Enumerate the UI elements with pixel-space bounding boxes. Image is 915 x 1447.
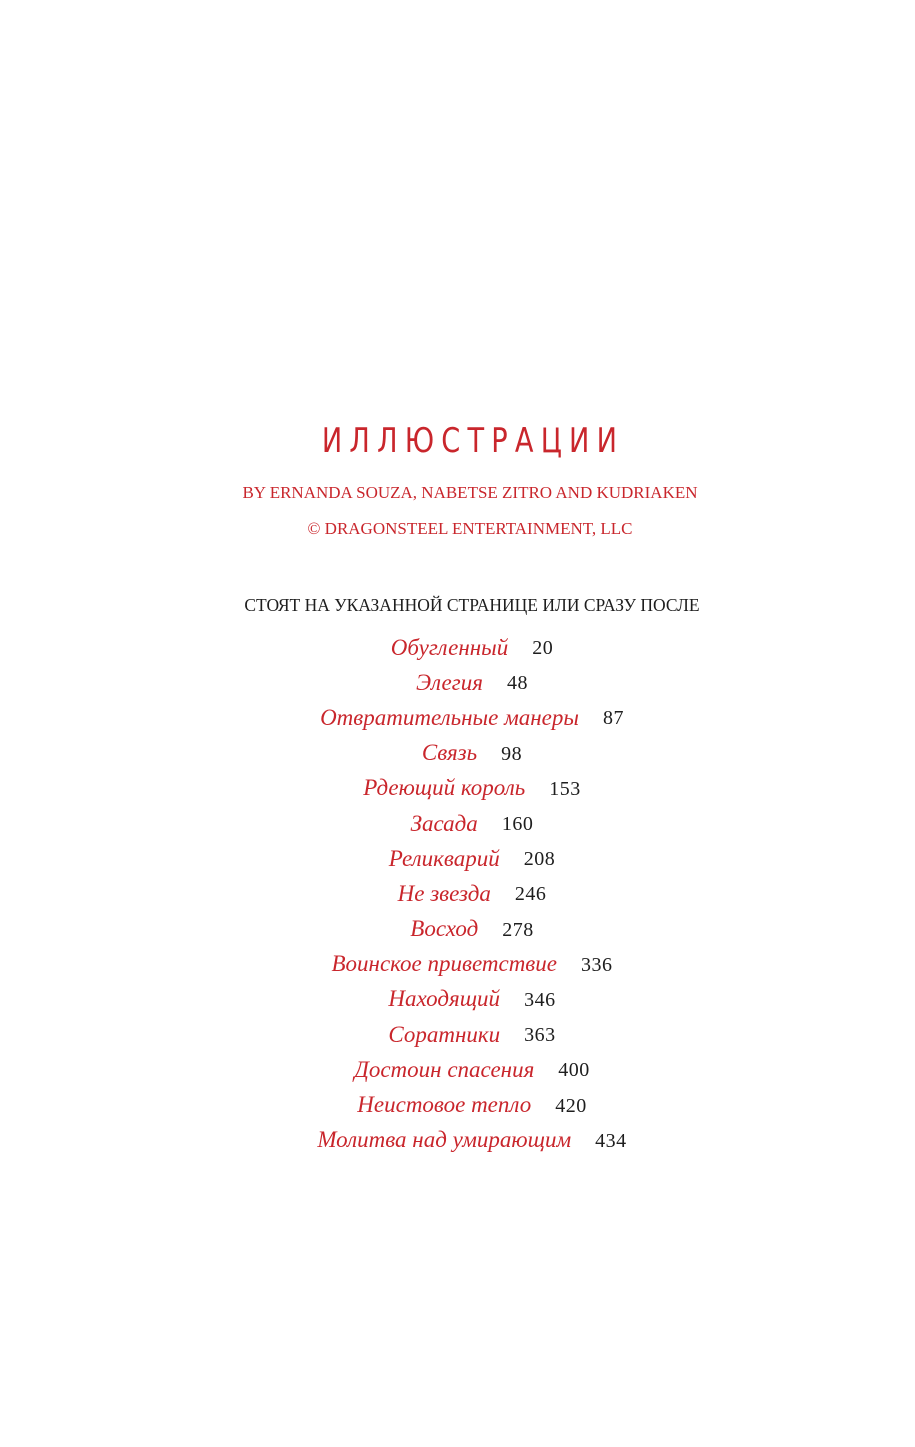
page-number: 346 [524, 988, 556, 1011]
page-number: 48 [506, 672, 528, 695]
illustration-title: Достоин спасения [354, 1056, 535, 1082]
page-number: 400 [558, 1059, 590, 1082]
list-item [0, 1123, 915, 1158]
list-item [0, 912, 915, 947]
page-number: 246 [514, 883, 547, 906]
illustration-title: Связь [421, 740, 478, 766]
page-number: 420 [555, 1094, 587, 1117]
page-number: 278 [502, 918, 534, 941]
page-number: 363 [524, 1024, 556, 1047]
page-number: 87 [602, 707, 624, 730]
page-number: 98 [501, 742, 523, 765]
page-number: 153 [549, 777, 581, 800]
list-item [0, 1017, 915, 1052]
illustration-title: Молитва над умирающим [317, 1127, 572, 1153]
placement-note: СТОЯТ НА УКАЗАННОЙ СТРАНИЦЕ ИЛИ СРАЗУ ПОСЛЕ [244, 595, 700, 615]
illustration-title: Соратники [388, 1021, 501, 1047]
artist-credit: BY ERNANDA SOUZA, NABETSE ZITRO AND KUDRIAKEN [242, 483, 698, 502]
list-item [0, 736, 915, 771]
list-item [0, 1087, 915, 1122]
illustration-list [0, 630, 915, 1158]
list-item [0, 947, 915, 982]
illustration-title: Засада [410, 810, 478, 836]
page-number: 434 [595, 1129, 627, 1152]
page-number: 20 [532, 637, 554, 660]
page-number: 336 [581, 953, 613, 976]
list-item [0, 700, 915, 735]
illustration-title: Рдеющий король [363, 775, 526, 801]
copyright-notice: © DRAGONSTEEL ENTERTAINMENT, LLC [307, 519, 633, 538]
illustration-title: Обугленный [390, 634, 509, 660]
illustration-title: Находящий [388, 986, 501, 1012]
list-item [0, 665, 915, 700]
illustration-title: Восход [410, 916, 479, 942]
page-number: 208 [523, 848, 556, 871]
list-item [0, 806, 915, 841]
list-item [0, 1052, 915, 1087]
list-item [0, 630, 915, 665]
list-item [0, 841, 915, 876]
illustration-title: Реликварий [388, 845, 500, 871]
illustration-title: Воинское приветствие [331, 951, 558, 977]
list-item [0, 876, 915, 911]
list-item [0, 982, 915, 1017]
illustration-title: Отвратительные манеры [320, 704, 579, 730]
illustration-title: Не звезда [397, 880, 491, 906]
illustration-title: Элегия [416, 669, 483, 695]
illustration-title: Неистовое тепло [357, 1092, 532, 1118]
page-title: ИЛЛЮСТРАЦИИ [321, 421, 625, 461]
page-number: 160 [501, 813, 534, 836]
list-item [0, 771, 915, 806]
